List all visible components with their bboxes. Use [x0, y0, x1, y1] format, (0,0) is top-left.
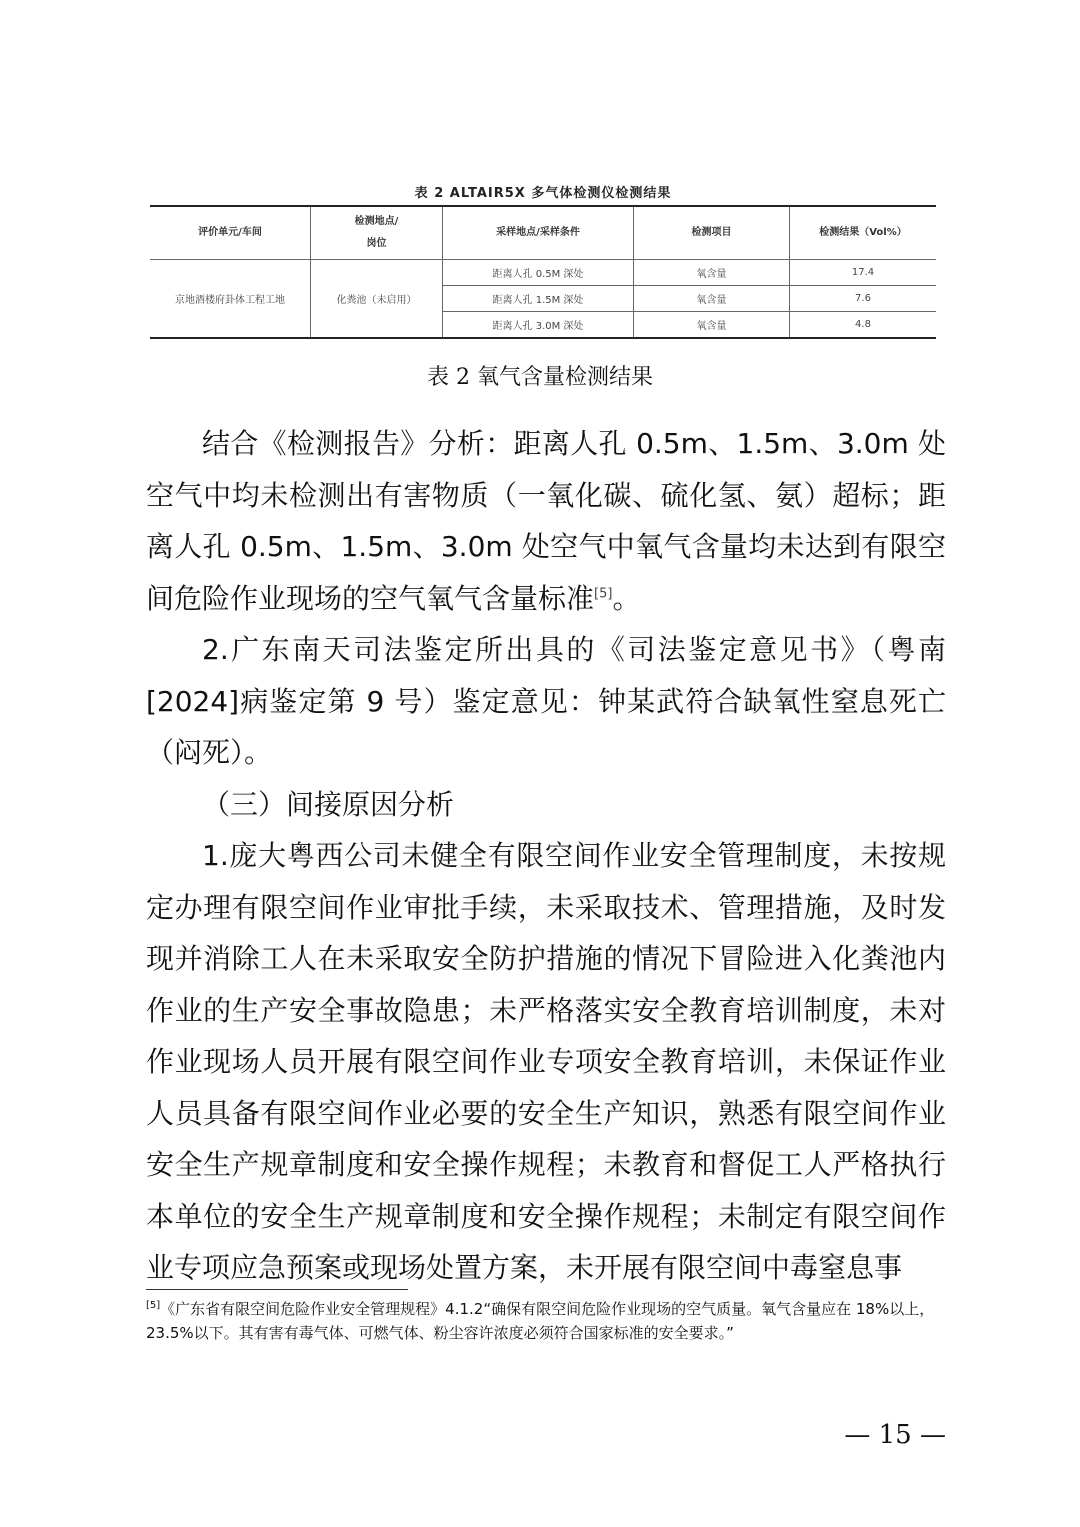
header-post-line1: 检测地点/ [354, 216, 399, 227]
cell-location: 距离人孔 0.5M 深处 [443, 260, 634, 286]
table-header-row [150, 206, 936, 260]
footnote-mark: [5] [146, 1300, 161, 1311]
cell-item: 氧含量 [634, 312, 790, 339]
cell-post: 化粪池（未启用） [311, 260, 443, 339]
cell-item: 氧含量 [634, 260, 790, 286]
cell-result: 7.6 [790, 286, 937, 312]
cell-location: 距离人孔 1.5M 深处 [443, 286, 634, 312]
paragraph-analysis [146, 418, 946, 624]
cell-location: 距离人孔 3.0M 深处 [443, 312, 634, 339]
table-row [150, 260, 936, 286]
footnote-divider [146, 1289, 408, 1290]
header-result: 检测结果（Vol%） [790, 206, 937, 260]
section-heading: （三）间接原因分析 [202, 787, 455, 821]
body-text [146, 418, 946, 1294]
cell-unit: 京地酒楼府卦体工程工地 [150, 260, 311, 339]
footnote [146, 1297, 946, 1345]
header-post-line2: 岗位 [366, 238, 387, 249]
footnote-reference[interactable]: [5] [594, 586, 613, 602]
header-post [311, 206, 443, 260]
table-caption: 表 2 氧气含量检测结果 [427, 365, 653, 390]
table-title: 表 2 ALTAIR5X 多气体检测仪检测结果 [414, 186, 672, 201]
results-table [150, 205, 936, 339]
header-unit: 评价单元/车间 [150, 206, 311, 260]
footnote-text: 《广东省有限空间危险作业安全管理规程》4.1.2“确保有限空间危险作业现场的空气质量。氧气含量应在 18%以上，23.5%以下。其有害有毒气体、可燃气体、粉尘容许浓度必须符合国家标准的安全要求。” [146, 1300, 935, 1342]
results-table-block [150, 183, 936, 339]
cell-result: 4.8 [790, 312, 937, 339]
cell-item: 氧含量 [634, 286, 790, 312]
paragraph-indirect-cause: 1.庞大粤西公司未健全有限空间作业安全管理制度，未按规定办理有限空间作业审批手续，未采取技术、管理措施，及时发现并消除工人在未采取安全防护措施的情况下冒险进入化粪池内作业的生产安全事故隐患；未严格落实安全教育培训制度，未对作业现场人员开展有限空间作业专项安全教育培训，未保证作业人员具备有限空间作业必要的安全生产知识，熟悉有限空间作业安全生产规章制度和安全操作规程；未教育和督促工人严格执行本单位的安全生产规章制度和安全操作规程；未制定有限空间作业专项应急预案或现场处置方案，未开展有限空间中毒窒息事 [146, 839, 946, 1284]
paragraph-analysis-text: 结合《检测报告》分析：距离人孔 0.5m、1.5m、3.0m 处空气中均未检测出有害物质（一氧化碳、硫化氢、氨）超标；距离人孔 0.5m、1.5m、3.0m 处空气中氧气含量均未达到有限空间危险作业现场的空气氧气含量标准 [146, 427, 946, 615]
cell-result: 17.4 [790, 260, 937, 286]
header-item: 检测项目 [634, 206, 790, 260]
paragraph-forensic: 2.广东南天司法鉴定所出具的《司法鉴定意见书》（粤南[2024]病鉴定第 9 号）鉴定意见：钟某武符合缺氧性窒息死亡（闷死）。 [146, 633, 946, 769]
header-location: 采样地点/采样条件 [443, 206, 634, 260]
paragraph-analysis-end: 。 [612, 581, 641, 615]
page-number: — 15 — [844, 1420, 946, 1450]
